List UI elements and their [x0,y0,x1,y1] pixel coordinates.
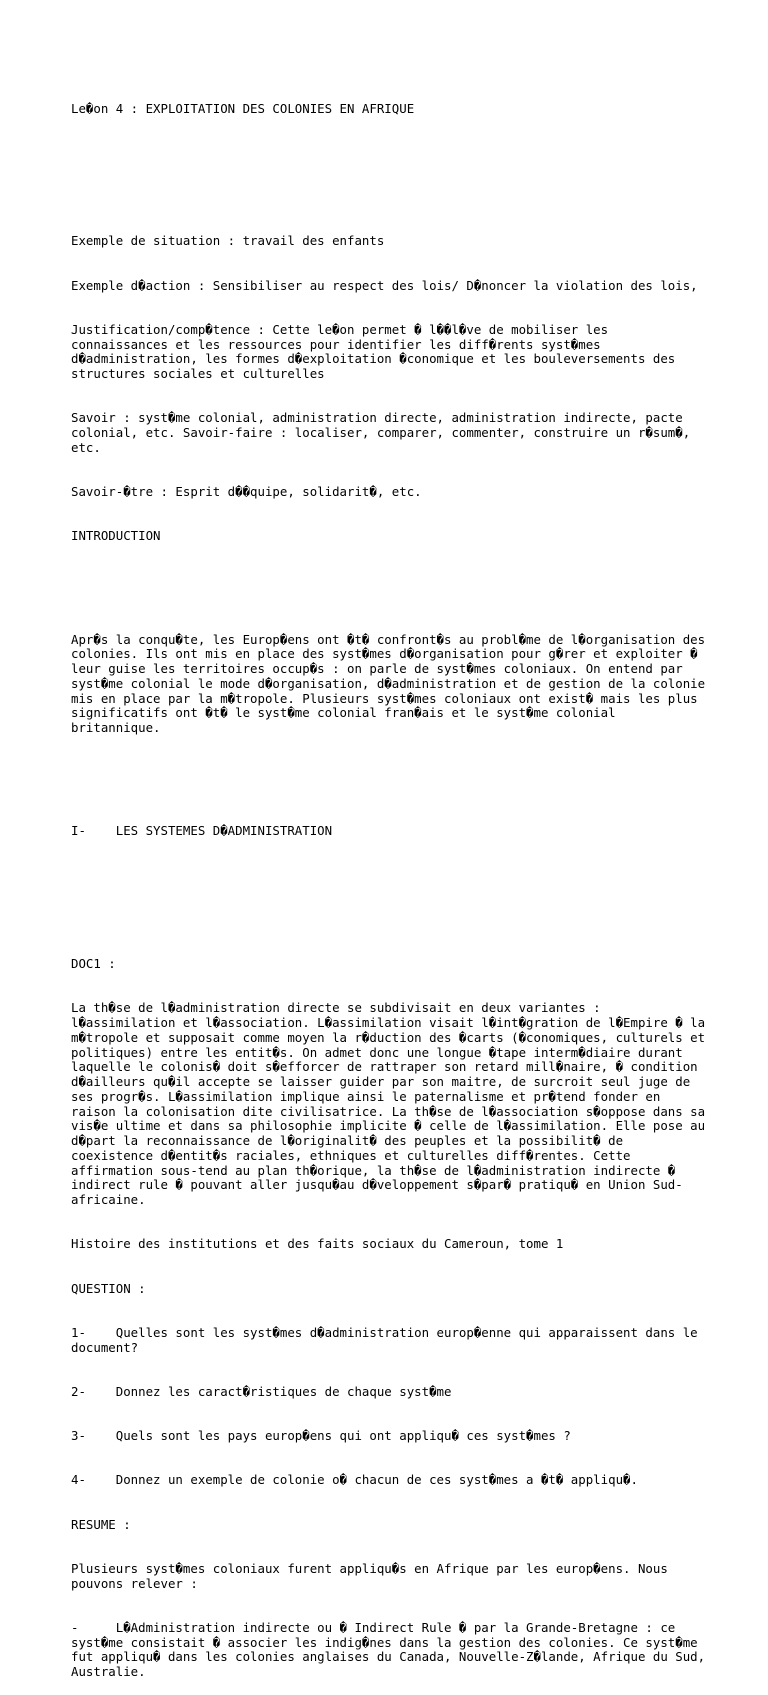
savoir-line: Savoir : syst�me colonial, administration directe, administration indirecte, pacte colonial, etc. Savoir-faire : localiser, comparer, commenter, construire un r�sum�, etc. [71,410,698,455]
competence-justification: Justification/comp�tence : Cette le�on permet � l��l�ve de mobiliser les connaissances et les ressources pour identifier les diff�rents syst�mes d�administration, les formes d�exploitation �conomique et les bouleversements des structures sociales et culturelles [71,321,683,381]
spacer [71,869,711,913]
doc-source: Histoire des institutions et des faits sociaux du Cameroun, tome 1 [71,1236,564,1252]
situation-example: Exemple de situation : travail des enfants [71,233,385,249]
doc-label: DOC1 : [71,956,116,971]
question-item: 2- Donnez les caract�ristiques de chaque syst�me [71,1383,452,1399]
action-example: Exemple d�action : Sensibiliser au respect des lois/ D�noncer la violation des lois, [71,277,698,293]
spacer [71,146,711,190]
spacer [71,574,711,589]
savoir-etre-line: Savoir-�tre : Esprit d��quipe, solidarit�, etc. [71,484,422,499]
document-title: Le�on 4 : EXPLOITATION DES COLONIES EN AFRIQUE [71,100,415,116]
doc-paragraph: La th�se de l�administration directe se subdivisait en deux variantes : l�assimilation et l�association. L�assimilation visait l�int�gration de l�Empire � la m�tropole et supposait comme moyen la r�duction des �carts (�conomiques, culturels et politiques) entre les entit�s. On admet donc une longue �tape interm�diaire durant laquelle le colonis� doit s�efforcer de rattraper son retard mill�naire, � condition d�ailleurs qu�il accepte se laisser guider par son maitre, de surcroit seul juge de ses progr�s. L�assimilation implique ainsi le paternalisme et pr�tend fonder en raison la colonisation dite civilisatrice. La th�se de l�association s�oppose dans sa vis�e ultime et dans sa philosophie implicite � celle de l�assimilation. Elle pose au d�part la reconnaissance de l�originalit� des peuples et la possibilit� de coexistence d�entit�s raciales, ethniques et culturelles diff�rentes. Cette affirmation sous-tend au plan th�orique, la th�se de l�administration indirecte � indirect rule � pouvant aller jusqu�au d�veloppement s�par� pratiqu� en Union Sud-africaine. [71,1000,713,1207]
resume-list-item: - L�Administration indirecte ou � Indirect Rule � par la Grande-Bretagne : ce syst�me consistait � associer les indig�nes dans la gestion des colonies. Ce syst�me fut appliqu� dans les colonies anglaises du Canada, Nouvelle-Z�lande, Afrique du Sud, Australie. [71,1619,713,1679]
section-heading: I- LES SYSTEMES D�ADMINISTRATION [71,823,333,839]
introduction-paragraph: Apr�s la conqu�te, les Europ�ens ont �t� confront�s au probl�me de l�organisation des colonies. Ils ont mis en place des syst�mes d�organisation pour g�rer et exploiter � leur guise les territoires occup�s : on parle de syst�mes coloniaux. On entend par syst�me colonial le mode d�organisation, d�administration et de gestion de la colonie mis en place par la m�tropole. Plusieurs syst�mes coloniaux ont exist� mais les plus significatifs ont �t� le syst�me colonial fran�ais et le syst�me colonial britannique. [71,631,713,735]
question-item: 1- Quelles sont les syst�mes d�administration europ�enne qui apparaissent dans le document? [71,1324,706,1355]
document-page [71,72,711,1695]
spacer [71,765,711,780]
question-label: QUESTION : [71,1280,146,1296]
introduction-heading: INTRODUCTION [71,528,161,544]
question-item: 4- Donnez un exemple de colonie o� chacun de ces syst�mes a �t� appliqu�. [71,1472,638,1488]
question-item: 3- Quels sont les pays europ�ens qui ont appliqu� ces syst�mes ? [71,1428,571,1443]
resume-paragraph: Plusieurs syst�mes coloniaux furent appliqu�s en Afrique par les europ�ens. Nous pouvons relever : [71,1560,676,1591]
resume-label: RESUME : [71,1516,131,1532]
